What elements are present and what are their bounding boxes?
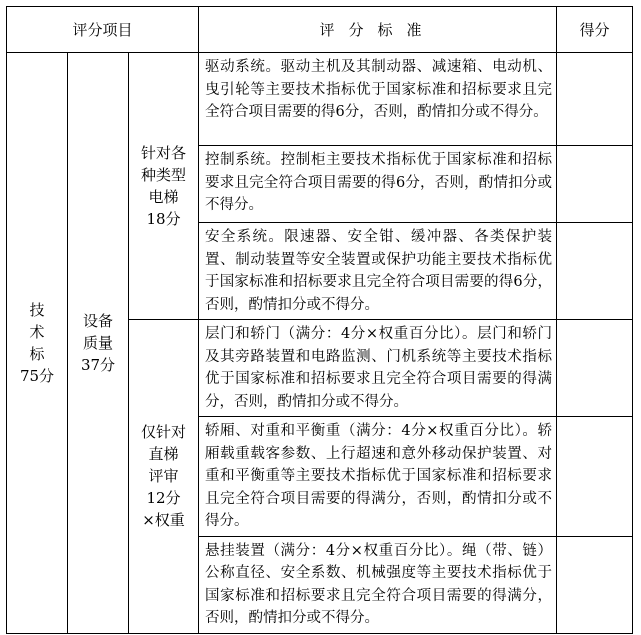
header-criteria-label: 评分标准 <box>319 21 436 39</box>
criterion-control-system: 控制系统。控制柜主要技术指标优于国家标准和招标要求且完全符合项目需要的得6分，否则，酌情扣分或不得分。 <box>199 146 557 223</box>
criterion-safety-system: 安全系统。限速器、安全钳、缓冲器、各类保护装置、制动装置等安全装置或保护功能主要技术指标优于国家标准和招标要求且完全符合项目需要的得6分，否则，酌情扣分或不得分。 <box>199 223 557 320</box>
group-a-line: 种类型 <box>141 166 187 184</box>
criterion-drive-system: 驱动系统。驱动主机及其制动器、减速箱、电动机、曳引轮等主要技术指标优于国家标准和招标要求且完全符合项目需要的得6分，否则，酌情扣分或不得分。 <box>199 53 557 146</box>
header-row <box>7 7 633 53</box>
score-cell <box>557 417 633 537</box>
group-b-line: 12分 <box>146 489 181 508</box>
score-cell <box>557 320 633 417</box>
score-cell <box>557 146 633 223</box>
category-line: 标 <box>29 344 45 363</box>
group-b-line: 仅针对 <box>141 423 187 442</box>
group-a-line: 18分 <box>146 210 181 228</box>
subcategory-line: 质量 <box>82 333 113 352</box>
score-cell <box>557 53 633 146</box>
header-item: 评分项目 <box>7 7 199 53</box>
scoring-table <box>6 6 633 634</box>
category-line: 技 <box>29 300 45 319</box>
score-cell <box>557 536 633 633</box>
category-line: 75分 <box>19 366 55 385</box>
group-a-line: 针对各 <box>141 144 187 162</box>
subcategory-line: 设备 <box>82 311 113 330</box>
group-b-line: 评审 <box>148 467 179 486</box>
subcategory-line: 37分 <box>80 355 116 374</box>
group-b-cell <box>129 320 199 634</box>
group-b-line: ×权重 <box>142 511 185 530</box>
criterion-car-counterweight: 轿厢、对重和平衡重（满分：4分×权重百分比）。轿厢载重载客参数、上行超速和意外移动保护装置、对重和平衡重等主要技术指标优于国家标准和招标要求且完全符合项目需要的得满分，否则，酌情扣分或不得分。 <box>199 417 557 537</box>
group-a-line: 电梯 <box>148 188 179 206</box>
subcategory-cell <box>68 53 129 634</box>
table-row <box>7 53 633 146</box>
criterion-landing-car-doors: 层门和轿门（满分：4分×权重百分比）。层门和轿门及其旁路装置和电路监测、门机系统等主要技术指标优于国家标准和招标要求且完全符合项目需要的得满分，否则，酌情扣分或不得分。 <box>199 320 557 417</box>
header-score: 得分 <box>557 7 633 53</box>
category-line: 术 <box>29 322 45 341</box>
category-cell <box>7 53 68 634</box>
group-b-line: 直梯 <box>148 445 179 464</box>
group-a-cell <box>129 53 199 320</box>
header-criteria <box>199 7 557 53</box>
criterion-suspension: 悬挂装置（满分：4分×权重百分比）。绳（带、链）公称直径、安全系数、机械强度等主要技术指标优于国家标准和招标要求且完全符合项目需要的得满分，否则，酌情扣分或不得分。 <box>199 536 557 633</box>
score-cell <box>557 223 633 320</box>
